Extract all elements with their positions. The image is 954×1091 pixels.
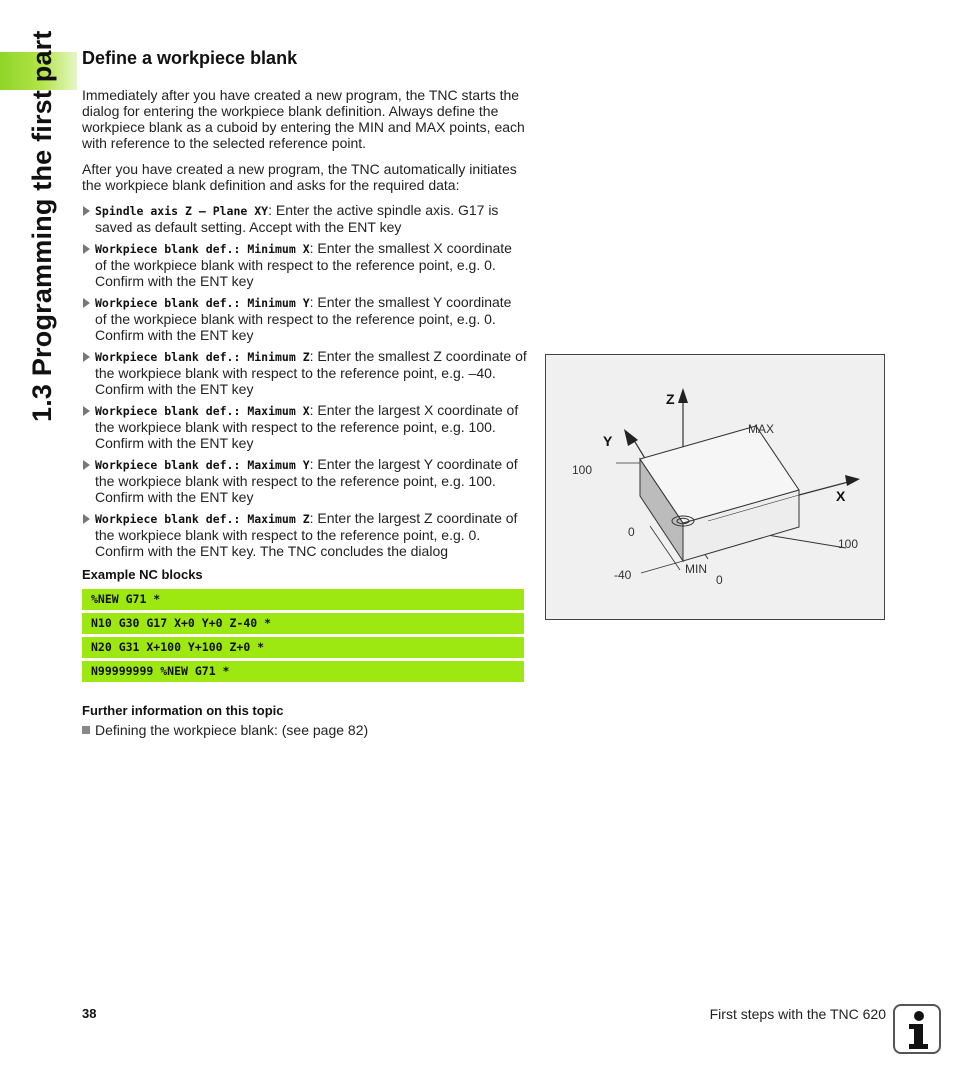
step-code: Spindle axis Z – Plane XY <box>95 204 269 218</box>
max-label: MAX <box>748 422 775 436</box>
nc-block-line: N10 G30 G17 X+0 Y+0 Z-40 * <box>82 613 524 634</box>
arrow-icon <box>83 460 90 470</box>
z-axis-arrow-icon <box>678 388 688 403</box>
step-code: Workpiece blank def.: Minimum Z <box>95 350 310 364</box>
nc-blocks <box>82 589 524 685</box>
step-spindle-axis <box>82 202 527 235</box>
step-text: : Enter the largest Y coordinate of the workpiece blank with respect to the reference point, e.g. 100. Confirm with the ENT key <box>95 456 518 505</box>
step-text: : Enter the smallest Z coordinate of the workpiece blank with respect to the reference point, e.g. –40. Confirm with the ENT key <box>95 348 527 397</box>
nc-block-line: %NEW G71 * <box>82 589 524 610</box>
tick-label-100-left: 100 <box>572 463 593 477</box>
step-code: Workpiece blank def.: Maximum X <box>95 404 310 418</box>
further-heading: Further information on this topic <box>82 703 284 718</box>
step-code: Workpiece blank def.: Maximum Y <box>95 458 310 472</box>
arrow-icon <box>83 406 90 416</box>
bullet-square-icon <box>82 726 90 734</box>
step-text: : Enter the smallest Y coordinate of the workpiece blank with respect to the reference point, e.g. 0. Confirm with the ENT key <box>95 294 512 343</box>
arrow-icon <box>83 298 90 308</box>
step-text: : Enter the active spindle axis. G17 is saved as default setting. Accept with the ENT key <box>95 202 499 235</box>
step-code: Workpiece blank def.: Minimum X <box>95 242 310 256</box>
intro-paragraph: Immediately after you have created a new program, the TNC starts the dialog for entering the workpiece blank definition. Always define the workpiece blank as a cuboid by entering the MIN and MAX points, each with reference to the selected reference point. <box>82 87 525 151</box>
arrow-icon <box>83 514 90 524</box>
axis-label-x: X <box>836 488 846 504</box>
example-heading: Example NC blocks <box>82 567 203 582</box>
step-maximum-x <box>82 402 527 451</box>
axis-label-z: Z <box>666 391 675 407</box>
further-item <box>82 722 368 738</box>
arrow-icon <box>83 352 90 362</box>
tick-label-0-bottom: 0 <box>716 573 723 587</box>
step-text: : Enter the largest X coordinate of the workpiece blank with respect to the reference point, e.g. 100. Confirm with the ENT key <box>95 402 519 451</box>
step-minimum-x <box>82 240 527 289</box>
step-maximum-z <box>82 510 527 559</box>
arrow-icon <box>83 206 90 216</box>
dialog-paragraph: After you have created a new program, the TNC automatically initiates the workpiece blank definition and asks for the required data: <box>82 161 517 193</box>
page-number: 38 <box>82 1006 97 1021</box>
axis-label-y: Y <box>603 433 613 449</box>
min-label: MIN <box>685 562 707 576</box>
tick-label-minus40: -40 <box>614 568 632 582</box>
step-code: Workpiece blank def.: Minimum Y <box>95 296 310 310</box>
step-code: Workpiece blank def.: Maximum Z <box>95 512 310 526</box>
tick-label-100-right: 100 <box>838 537 859 551</box>
info-icon <box>893 1004 941 1054</box>
info-i-glyph-icon <box>895 1006 939 1052</box>
further-item-text: Defining the workpiece blank: (see page 82) <box>95 722 369 738</box>
section-heading: Define a workpiece blank <box>82 48 298 68</box>
z-tick-minus40-line <box>641 561 683 573</box>
workpiece-blank-figure <box>545 354 885 620</box>
step-minimum-y <box>82 294 527 343</box>
step-maximum-y <box>82 456 527 505</box>
tick-label-0-left: 0 <box>628 525 635 539</box>
workpiece-diagram <box>546 355 886 621</box>
step-text: : Enter the largest Z coordinate of the workpiece blank with respect to the reference point, e.g. 0. Confirm with the ENT key. The TNC concludes the dialog <box>95 510 518 559</box>
nc-block-line: N99999999 %NEW G71 * <box>82 661 524 682</box>
footer-title: First steps with the TNC 620 <box>709 1006 886 1022</box>
arrow-icon <box>83 244 90 254</box>
nc-block-line: N20 G31 X+100 Y+100 Z+0 * <box>82 637 524 658</box>
step-text: : Enter the smallest X coordinate of the workpiece blank with respect to the reference point, e.g. 0. Confirm with the ENT key <box>95 240 512 289</box>
x-axis-arrow-icon <box>845 475 860 486</box>
step-minimum-z <box>82 348 527 397</box>
steps-list <box>82 202 527 559</box>
